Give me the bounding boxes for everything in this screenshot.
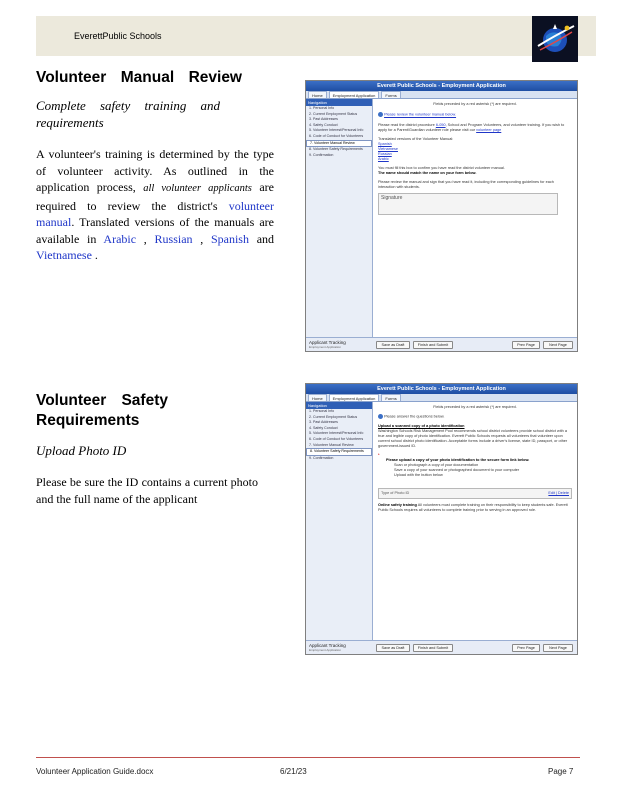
language-link-spanish[interactable]: Spanish (378, 141, 392, 146)
app-content-pane (373, 402, 577, 640)
tab-home[interactable]: Home (308, 394, 327, 401)
nav-item-past-addresses[interactable]: 3. Past Addresses (309, 117, 338, 122)
status-text: Applicant Tracking (309, 643, 346, 648)
prev-page-button[interactable]: Prev Page (512, 644, 540, 652)
bullet-intro: Please upload a copy of your photo identification to the secure form link below. (386, 457, 530, 462)
nav-item-manual-review[interactable]: 7. Volunteer Manual Review (306, 140, 372, 148)
upload-description: Washington Schools Risk Management Pool recommends school district volunteers provide school district with a true and legible copy of photo identification. Everett Public Schools requests all volunteers that volunteer upon current school district photo identification. Acceptable forms include a driver's license, state ID, passport, or other government-issued ID. (378, 428, 568, 448)
footer-rule (36, 757, 580, 758)
finish-submit-button[interactable]: Finish and Submit (413, 644, 453, 652)
navigation-header: Navigation (306, 402, 372, 409)
body-italic-text: all volunteer applicants (143, 183, 252, 194)
globe-logo-icon (532, 16, 578, 62)
nav-item-personal-info[interactable]: 1. Personal Info (309, 409, 335, 413)
acknowledge-line-2: The name should match the name on your form below. (378, 170, 477, 175)
procedure-text: Please read the district procedure (378, 122, 435, 127)
section-title-manual-review: Volunteer Manual Review (36, 69, 242, 86)
section-body-manual: A volunteer's training is determined by the type of volunteer activity. As outlined in the application process, all volunteer applicants are required to review the district's volunteer manual. Translated versions of the manuals are available in Arabic , Russian , Spanish and Vietnamese . (36, 147, 275, 262)
instruction-text: Please answer the questions below. (384, 414, 445, 419)
manual-review-screenshot (305, 80, 578, 352)
training-text: All volunteers must complete training on their responsibility to keep students safe. Everett Public Schools requires all volunteers to complete training prior to serving in an approved role. (378, 502, 568, 512)
instruction-line (378, 414, 572, 420)
info-icon (378, 112, 383, 117)
nav-item-safety-requirements[interactable]: 8. Volunteer Safety Requirements (309, 147, 363, 152)
footer-date: 6/21/23 (280, 767, 307, 776)
bullet-item: Save a copy of your scanned or photographed document to your computer (394, 467, 520, 472)
section-body-photo-id: Please be sure the ID contains a current photo and the full name of the applicant (36, 475, 258, 506)
training-paragraph (378, 503, 572, 513)
volunteer-manual-link[interactable]: volunteer manual (36, 198, 275, 229)
nav-item-confirmation[interactable]: 9. Confirmation (309, 455, 334, 460)
info-icon (378, 414, 383, 419)
tab-employment-application[interactable]: Employment Application (329, 394, 380, 401)
status-subtext: Employment Application (309, 648, 342, 652)
body-text: . (94, 248, 98, 262)
nav-item-safety-conduct[interactable]: 4. Safety Conduct (309, 425, 338, 430)
nav-item-volunteer-interest[interactable]: 5. Volunteer Interest/Personal Info (309, 431, 364, 436)
app-tab-bar (306, 91, 577, 99)
file-edit-delete-links[interactable]: Edit | Delete (548, 490, 569, 495)
language-link-arabic[interactable]: Arabic (378, 156, 389, 161)
signature-field[interactable] (378, 193, 558, 215)
nav-item-employment-status[interactable]: 2. Current Employment Status (309, 414, 358, 419)
signature-placeholder: Signature (381, 194, 403, 201)
bullet-item: Upload with the button below (394, 472, 443, 477)
section-title-safety-requirements: Volunteer Safety Requirements (36, 392, 168, 429)
status-label (309, 340, 346, 350)
status-subtext: Employment Application (309, 345, 342, 349)
app-navigation-panel (306, 402, 373, 640)
tab-forms[interactable]: Forms (381, 91, 400, 98)
header-band (36, 16, 596, 56)
body-text: and (256, 231, 275, 246)
nav-item-code-of-conduct[interactable]: 6. Code of Conduct for Volunteers (309, 436, 364, 441)
instruction-text: Please review the volunteer manual below. (384, 112, 457, 117)
app-title-bar: Everett Public Schools - Employment Application (306, 81, 577, 91)
arabic-manual-link[interactable]: Arabic (103, 231, 137, 246)
status-label (309, 643, 346, 653)
russian-manual-link[interactable]: Russian (154, 231, 193, 246)
language-link-vietnamese[interactable]: Vietnamese (378, 146, 398, 151)
bullet-item: Scan or photograph a copy of your documentation (394, 462, 479, 467)
finish-submit-button[interactable]: Finish and Submit (413, 341, 453, 349)
footer-doc-name: Volunteer Application Guide.docx (36, 767, 154, 776)
nav-item-code-of-conduct[interactable]: 6. Code of Conduct for Volunteers (309, 133, 364, 138)
procedure-text: , School and Program Volunteers, and volunteer training. If you wish to apply for a Parent/Guardian volunteer role please visit our (378, 122, 565, 132)
navigation-header: Navigation (306, 99, 372, 106)
app-bottom-bar (306, 337, 577, 351)
nav-item-manual-review[interactable]: 7. Volunteer Manual Review (309, 442, 354, 447)
body-text: are required to review the district's (36, 180, 275, 213)
status-text: Applicant Tracking (309, 340, 346, 345)
language-link-russian[interactable]: Russian (378, 151, 392, 156)
nav-item-past-addresses[interactable]: 3. Past Addresses (309, 420, 338, 425)
safety-requirements-screenshot (305, 383, 578, 655)
nav-item-employment-status[interactable]: 2. Current Employment Status (309, 111, 358, 116)
vietnamese-manual-link[interactable]: Vietnamese (36, 248, 92, 262)
app-tab-bar (306, 394, 577, 402)
section-subtitle-training: Complete safety training and requirements (36, 98, 220, 130)
nav-item-safety-requirements[interactable]: 8. Volunteer Safety Requirements (306, 448, 372, 456)
footer-page-number: Page 7 (548, 767, 574, 776)
tab-home[interactable]: Home (308, 91, 327, 98)
save-draft-button[interactable]: Save as Draft (376, 644, 410, 652)
uploaded-file-row (378, 488, 572, 499)
instruction-line (378, 112, 572, 118)
required-fields-note: Fields preceded by a red asterisk (*) are required. (433, 405, 517, 409)
nav-item-confirmation[interactable]: 9. Confirmation (309, 152, 334, 157)
app-navigation-panel (306, 99, 373, 337)
nav-item-volunteer-interest[interactable]: 5. Volunteer Interest/Personal Info (309, 128, 364, 133)
app-bottom-bar (306, 640, 577, 654)
prev-page-button[interactable]: Prev Page (512, 341, 540, 349)
next-page-button[interactable]: Next Page (543, 644, 573, 652)
nav-item-safety-conduct[interactable]: 4. Safety Conduct (309, 122, 338, 127)
procedure-paragraph (378, 123, 572, 133)
required-star-icon: * (378, 452, 380, 457)
required-fields-note: Fields preceded by a red asterisk (*) are required. (433, 102, 517, 106)
upload-heading: Upload a scanned copy of a photo identification (378, 423, 465, 428)
translated-heading: Translated versions of the Volunteer Manual: (378, 136, 454, 141)
tab-forms[interactable]: Forms (381, 394, 400, 401)
volunteer-page-link[interactable]: volunteer page (476, 127, 502, 132)
tab-employment-application[interactable]: Employment Application (329, 91, 380, 98)
organization-name: EverettPublic Schools (74, 31, 162, 41)
section-subtitle-photo-id: Upload Photo ID (36, 443, 127, 458)
app-title-bar: Everett Public Schools - Employment Application (306, 384, 577, 394)
spanish-manual-link[interactable]: Spanish (210, 231, 249, 246)
body-text: A volunteer's training is determined by the type of volunteer activity. As outlined in the application process, (36, 147, 274, 194)
save-draft-button[interactable]: Save as Draft (376, 341, 410, 349)
next-page-button[interactable]: Next Page (543, 341, 573, 349)
acknowledge-line-1: You must fill this box to confirm you have read the district volunteer manual. (378, 165, 505, 170)
acknowledge-line-3: Please review the manual and sign that you have read it, including the corresponding guidelines for each interaction with students. (378, 179, 554, 189)
district-logo (532, 16, 578, 62)
training-label: Online safety training (378, 502, 417, 507)
app-content-pane (373, 99, 577, 337)
file-type-label: Type of Photo ID (381, 490, 410, 495)
procedure-link[interactable]: 6-050 (435, 122, 446, 127)
nav-item-personal-info[interactable]: 1. Personal Info (309, 106, 335, 110)
body-text: . Translated versions of the manuals are available in (36, 215, 274, 246)
